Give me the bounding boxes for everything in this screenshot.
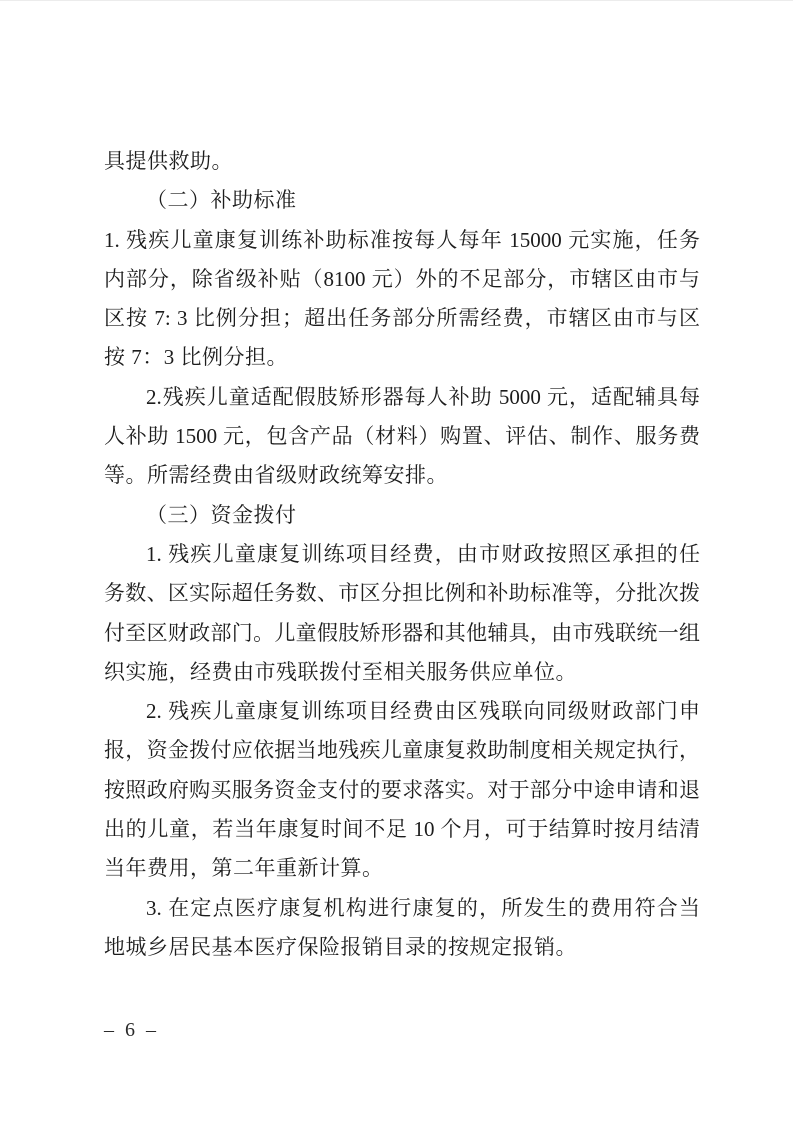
text-line: 地城乡居民基本医疗保险报销目录的按规定报销。: [104, 934, 577, 959]
text-line: 内部分，除省级补贴（8100 元）外的不足部分，市辖区由市与: [104, 266, 700, 291]
document-body: [104, 142, 700, 967]
text-line: 2.残疾儿童适配假肢矫形器每人补助 5000 元，适配辅具每: [146, 384, 700, 409]
text-line: 务数、区实际超任务数、市区分担比例和补助标准等，分批次拨: [104, 581, 700, 606]
text-line: 2. 残疾儿童康复训练项目经费由区残联向同级财政部门申: [146, 699, 700, 724]
text-line: 按照政府购买服务资金支付的要求落实。对于部分中途申请和退: [104, 777, 700, 802]
text-line: 3. 在定点医疗康复机构进行康复的，所发生的费用符合当: [146, 895, 700, 920]
section-heading: （二）补助标准: [146, 188, 297, 213]
text-line: 区按 7: 3 比例分担；超出任务部分所需经费，市辖区由市与区: [104, 306, 700, 331]
page-number: – 6 –: [104, 1019, 159, 1041]
text-line: 织实施，经费由市残联拨付至相关服务供应单位。: [104, 659, 577, 684]
text-line: 具提供救助。: [104, 149, 233, 173]
text-line: 按 7：3 比例分担。: [104, 345, 288, 370]
text-line: 1. 残疾儿童康复训练补助标准按每人每年 15000 元实施，任务: [104, 227, 700, 252]
section-heading: （三）资金拨付: [146, 502, 297, 527]
text-line: 人补助 1500 元，包含产品（材料）购置、评估、制作、服务费: [104, 424, 700, 449]
text-line: 报，资金拨付应依据当地残疾儿童康复救助制度相关规定执行，: [104, 738, 700, 763]
text-line: 出的儿童，若当年康复时间不足 10 个月，可于结算时按月结清: [104, 817, 700, 842]
text-line: 付至区财政部门。儿童假肢矫形器和其他辅具，由市残联统一组: [104, 620, 700, 645]
text-line: 等。所需经费由省级财政统筹安排。: [104, 463, 448, 488]
text-line: 1. 残疾儿童康复训练项目经费，由市财政按照区承担的任: [146, 541, 700, 566]
text-line: 当年费用，第二年重新计算。: [104, 856, 384, 881]
page-footer: [104, 1013, 159, 1047]
